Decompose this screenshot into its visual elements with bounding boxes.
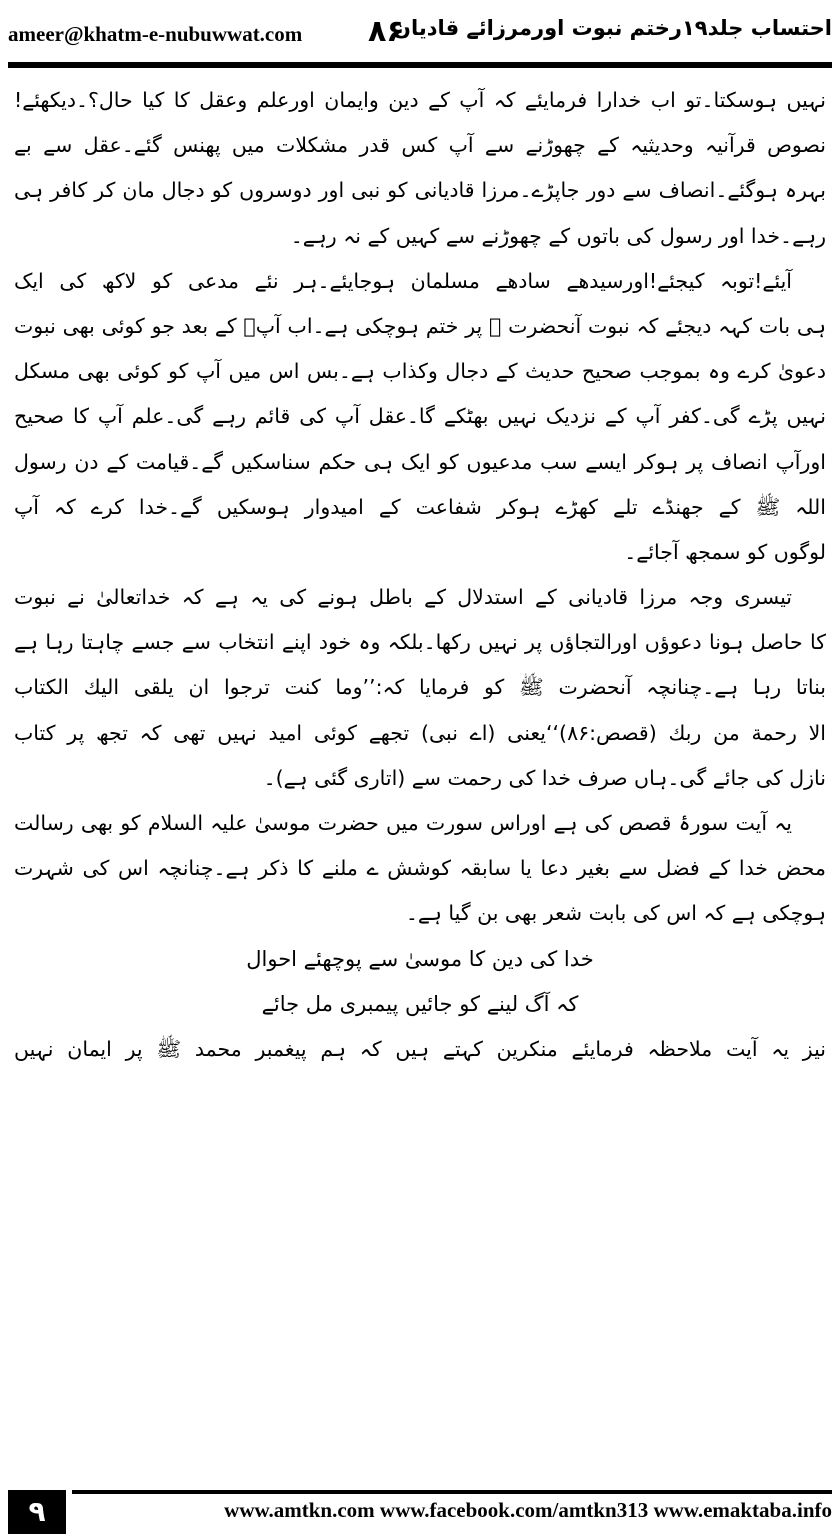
text-line: ہوچکی ہے کہ اس کی بابت شعر بھی بن گیا ہے۔	[405, 901, 826, 926]
page-body	[14, 78, 826, 1072]
text-line: رہے۔خدا اور رسول کی باتوں کے چھوڑنے سے کہیں کے نہ رہے۔	[290, 223, 826, 248]
header-rule	[8, 62, 832, 68]
text-line: الا رحمة من ربك (قصص:۸۶)‘‘یعنی (اے نبی) تجھے کوئی امید نہیں تھی کہ تجھ پر کتاب	[14, 720, 826, 745]
paragraph-start-line: تیسری وجہ مرزا قادیانی کے استدلال کے باطل ہونے کی یہ ہے کہ خداتعالیٰ نے نبوت	[14, 585, 792, 610]
text-line: نازل کی جائے گی۔ہاں صرف خدا کی رحمت سے (اتاری گئی ہے)۔	[263, 765, 826, 790]
paragraph-start-line: یہ آیت سورۂ قصص کی ہے اوراس سورت میں حضرت موسیٰ علیہ السلام کو بھی رسالت	[14, 811, 792, 835]
header-email: ameer@khatm-e-nubuwwat.com	[8, 22, 303, 46]
footer-page-number: ۹	[8, 1490, 66, 1534]
text-line: بہرہ ہوگئے۔انصاف سے دور جاپڑے۔مرزا قادیانی کو نبی اور دوسروں کو دجال مان کر کافر ہی	[14, 178, 826, 203]
text-line: نصوص قرآنیہ وحدیثیہ کے چھوڑنے سے آپ کس قدر مشکلات میں پھنس گئے۔عقل سے بے	[14, 133, 826, 158]
text-line: دعویٰ کرے وہ بموجب صحیح حدیث کے دجال وکذاب ہے۔بس اس میں آپ کو کوئی بھی مسکل	[14, 359, 826, 384]
text-line: لوگوں کو سمجھ آجائے۔	[624, 539, 826, 564]
verse-line: خدا کی دین کا موسیٰ سے پوچھئے احوال	[246, 946, 594, 971]
text-line: بناتا رہا ہے۔چنانچہ آنحضرت ﷺ کو فرمایا کہ:’’وما کنت ترجوا ان یلقی الیك الکتاب	[14, 675, 826, 700]
footer-urls: www.amtkn.com www.facebook.com/amtkn313 www.emaktaba.info	[224, 1498, 832, 1522]
text-line: اورآپ انصاف پر ہوکر ایسے سب مدعیوں کو ایک ہی حکم سناسکیں گے۔قیامت کے دن رسول	[14, 449, 826, 474]
text-line: نہیں پڑے گی۔کفر آپ کے نزدیک نہیں بھٹکے گا۔عقل آپ کی قائم رہے گی۔علم آپ کا صحیح	[14, 404, 826, 429]
text-line: نیز یہ آیت ملاحظہ فرمایئے منکرین کہتے ہیں کہ ہم پیغمبر محمد ﷺ پر ایمان نہیں	[14, 1036, 826, 1061]
paragraph-start-line: آیئے!توبہ کیجئے!اورسیدھے سادھے مسلمان ہوجایئے۔ہر نئے مدعی کو لاکھ کی ایک	[14, 268, 792, 293]
text-line: کا حاصل ہونا دعوؤں اورالتجاؤں پر نہیں رکھا۔بلکہ وہ خود اپنے انتخاب سے جسے چاہتا رہا ہے	[14, 630, 826, 655]
footer-rule	[72, 1490, 832, 1494]
header-title: احتساب جلد۱۹رختم نبوت اورمرزائے قادیان	[393, 16, 832, 40]
text-line: نہیں ہوسکتا۔تو اب خدارا فرمایئے کہ آپ کے دین وایمان اورعلم وعقل کا کیا حال؟۔دیکھئے!	[14, 88, 826, 112]
text-line: ہی بات کہہ دیجئے کہ نبوت آنحضرت ﷺ پر ختم ہوچکی ہے۔اب آپؐ کے بعد جو کوئی بھی نبوت	[14, 313, 826, 338]
text-line: اللہ ﷺ کے جھنڈے تلے کھڑے ہوکر شفاعت کے امیدوار ہوسکیں گے۔خدا کرے کہ آپ	[14, 494, 826, 519]
page-header	[0, 0, 840, 70]
page-footer	[0, 1486, 840, 1540]
header-page-number: ۸۶	[368, 14, 405, 49]
text-line: محض خدا کے فضل سے بغیر دعا یا سابقہ کوشش ے ملنے کا ذکر ہے۔چنانچہ اس کی شہرت	[14, 856, 826, 881]
verse-line: کہ آگ لینے کو جائیں پیمبری مل جائے	[261, 991, 579, 1016]
